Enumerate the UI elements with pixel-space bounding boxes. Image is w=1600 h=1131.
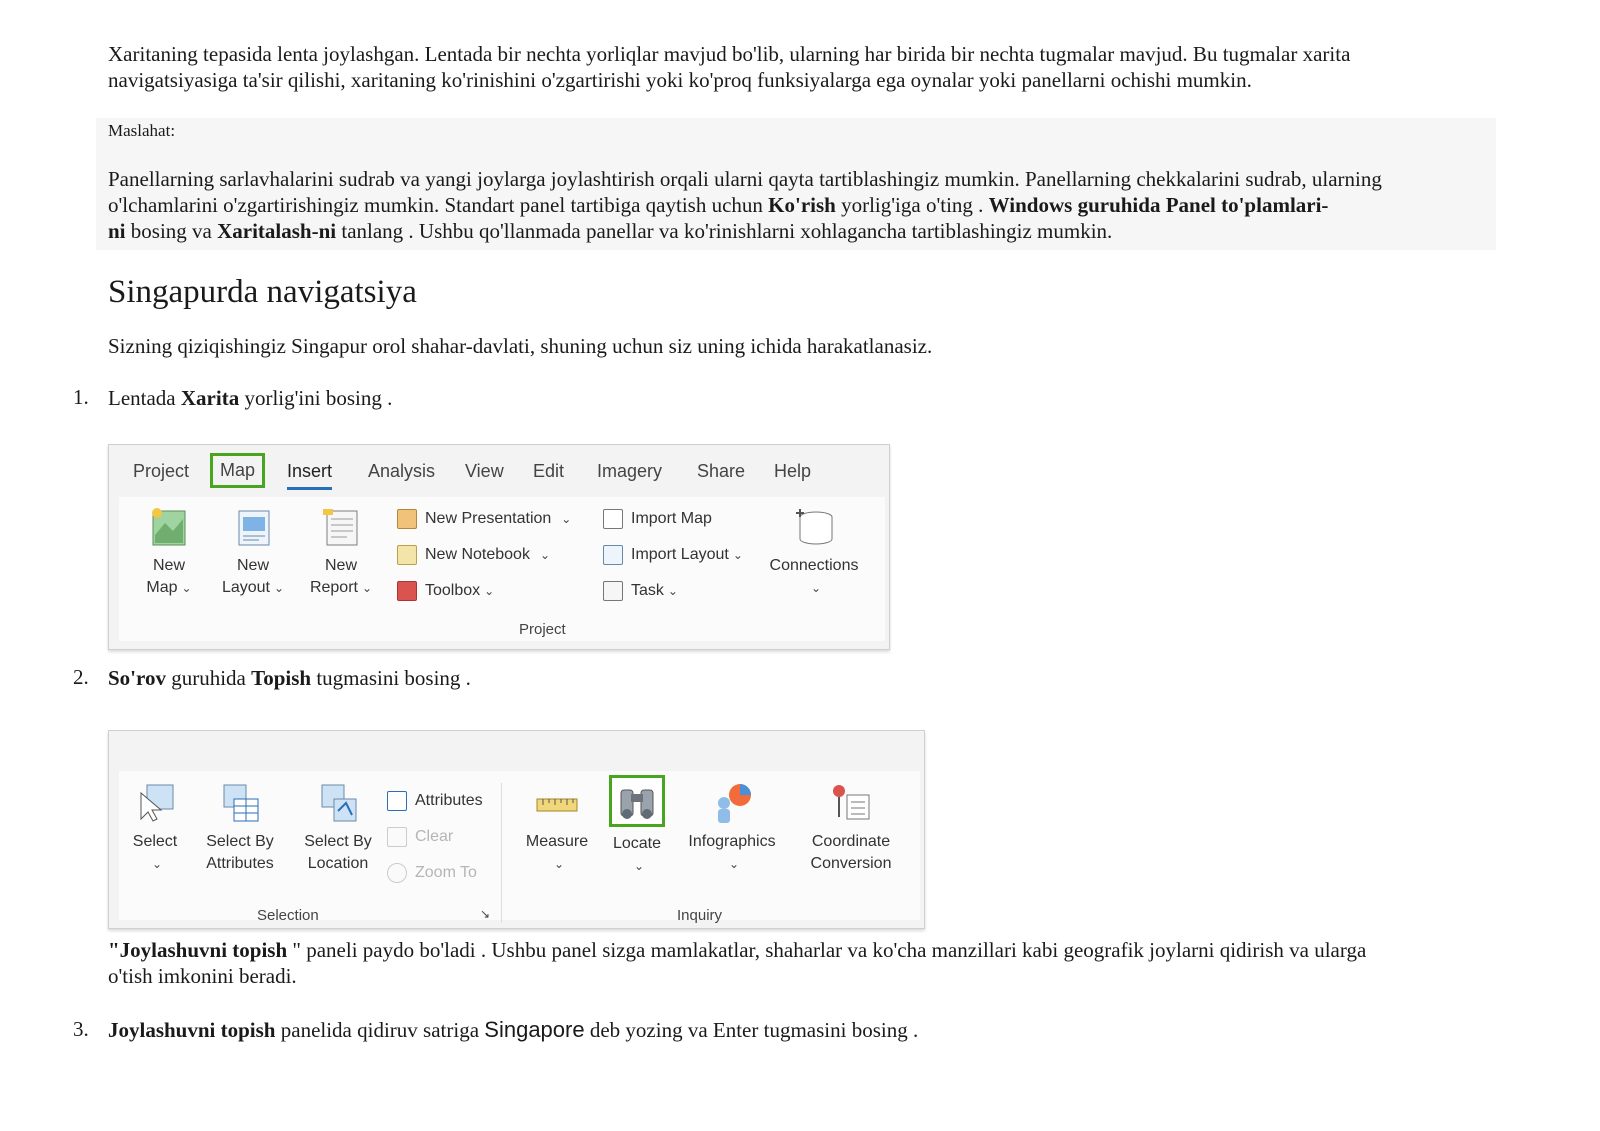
button-label: Task bbox=[631, 582, 664, 599]
new-notebook-button[interactable] bbox=[397, 545, 550, 565]
button-label: Select By bbox=[304, 833, 372, 850]
button-label: Report bbox=[309, 579, 358, 596]
button-label-row bbox=[303, 577, 379, 599]
button-label: Select bbox=[132, 833, 178, 850]
infographics-icon bbox=[710, 781, 754, 825]
button-label: Conversion bbox=[810, 855, 892, 872]
step2-text bbox=[108, 665, 471, 691]
chevron-down-icon: ⌄ bbox=[273, 581, 285, 595]
section-heading: Singapurda navigatsiya bbox=[108, 274, 417, 310]
button-label: Clear bbox=[415, 828, 454, 845]
import-map-icon bbox=[603, 509, 623, 529]
zoom-to-button[interactable] bbox=[387, 863, 477, 883]
tab-share[interactable]: Share bbox=[697, 461, 746, 481]
new-layout-button[interactable] bbox=[215, 505, 291, 599]
ribbon-panel bbox=[119, 497, 885, 641]
tip-bold-view: Ko'rish bbox=[768, 193, 836, 217]
new-report-button[interactable] bbox=[303, 505, 379, 599]
group-divider bbox=[501, 783, 502, 923]
ribbon-map-inquiry-screenshot bbox=[108, 730, 925, 929]
button-label: Location bbox=[307, 855, 369, 872]
import-layout-button[interactable] bbox=[603, 545, 743, 565]
button-label: Import Layout bbox=[631, 546, 729, 563]
tip-line-3 bbox=[108, 218, 1508, 244]
step-text-span: panelida qidiruv satriga bbox=[275, 1018, 485, 1042]
tab-insert[interactable]: Insert bbox=[287, 461, 333, 481]
task-button[interactable] bbox=[603, 581, 678, 601]
tab-analysis[interactable]: Analysis bbox=[368, 461, 436, 481]
tab-view[interactable]: View bbox=[465, 461, 504, 481]
new-map-button[interactable] bbox=[137, 505, 201, 599]
import-map-button[interactable] bbox=[603, 509, 712, 529]
step1-text bbox=[108, 385, 392, 411]
group-label-inquiry: Inquiry bbox=[677, 907, 723, 924]
select-button[interactable] bbox=[123, 781, 187, 875]
chevron-down-icon: ⌄ bbox=[151, 857, 163, 871]
tip-bold-ni: ni bbox=[108, 219, 126, 243]
dialog-launcher-icon[interactable]: ↘ bbox=[480, 907, 491, 921]
ribbon-panel bbox=[119, 771, 920, 924]
notebook-icon bbox=[397, 545, 417, 565]
intro2-paragraph: Sizning qiziqishingiz Singapur orol shahar-davlati, shuning uchun siz uning ichida harakatlanasiz. bbox=[108, 334, 933, 358]
clear-button[interactable] bbox=[387, 827, 453, 847]
tab-edit[interactable]: Edit bbox=[533, 461, 565, 481]
step-text-span: yorlig'ini bosing . bbox=[239, 386, 393, 410]
measure-button[interactable] bbox=[517, 781, 597, 875]
button-label: Locate bbox=[612, 835, 662, 852]
step-text-span: Lentada bbox=[108, 386, 181, 410]
select-by-location-button[interactable] bbox=[293, 781, 383, 875]
tab-imagery[interactable]: Imagery bbox=[597, 461, 663, 481]
new-presentation-button[interactable] bbox=[397, 509, 571, 529]
chevron-down-icon: ⌄ bbox=[732, 548, 743, 562]
button-label: Import Map bbox=[631, 510, 712, 527]
attributes-button[interactable] bbox=[387, 791, 483, 811]
import-layout-icon bbox=[603, 545, 623, 565]
chevron-down-icon: ⌄ bbox=[667, 584, 678, 598]
new-report-icon bbox=[319, 505, 363, 549]
button-label: Attributes bbox=[415, 792, 483, 809]
coordinate-conversion-icon bbox=[829, 781, 873, 825]
chevron-down-icon: ⌄ bbox=[181, 581, 192, 595]
ribbon-tabs bbox=[109, 445, 889, 497]
tip-text bbox=[108, 166, 1508, 244]
step-text-span: deb yozing va Enter tugmasini bosing . bbox=[584, 1018, 919, 1042]
tip-text-span: o'lchamlarini o'zgartirishingiz mumkin. Standart panel tartibiga qaytish uchun bbox=[108, 193, 769, 217]
button-label: Select By bbox=[206, 833, 274, 850]
chevron-down-icon: ⌄ bbox=[361, 581, 373, 595]
infographics-button[interactable] bbox=[677, 781, 787, 875]
button-label: Map bbox=[146, 579, 178, 596]
button-label: Measure bbox=[525, 833, 589, 850]
button-label: New Presentation bbox=[425, 510, 552, 527]
button-label: Coordinate bbox=[811, 833, 891, 850]
button-label: Layout bbox=[221, 579, 270, 596]
button-label-row bbox=[137, 577, 201, 599]
button-label: Infographics bbox=[688, 833, 776, 850]
chevron-down-icon: ⌄ bbox=[484, 584, 495, 598]
select-cursor-icon bbox=[133, 781, 177, 825]
step-bold: Topish bbox=[251, 666, 312, 690]
select-by-location-icon bbox=[316, 781, 360, 825]
search-term: Singapore bbox=[484, 1017, 585, 1042]
intro-line-2: navigatsiyasiga ta'sir qilishi, xaritaning ko'rinishini o'zgartirishi yoki ko'proq funksiyalarga ega oynalar yoki panellarni ochishi mumkin. bbox=[108, 68, 1252, 92]
desc-line-2: o'tish imkonini beradi. bbox=[108, 964, 297, 988]
ruler-icon bbox=[535, 781, 579, 825]
button-label: New bbox=[152, 557, 185, 574]
tab-project[interactable]: Project bbox=[133, 461, 190, 481]
select-by-attributes-button[interactable] bbox=[195, 781, 285, 875]
step-text-span: tugmasini bosing . bbox=[311, 666, 471, 690]
step3-text bbox=[108, 1017, 918, 1043]
button-label: Zoom To bbox=[415, 864, 477, 881]
step-number: 1. bbox=[73, 385, 89, 409]
tip-bold-windows: Windows guruhida Panel to'plamlari- bbox=[988, 193, 1329, 217]
coordinate-conversion-button[interactable] bbox=[799, 781, 903, 875]
connections-button[interactable] bbox=[759, 505, 869, 599]
tab-help[interactable]: Help bbox=[774, 461, 812, 481]
tip-line-1: Panellarning sarlavhalarini sudrab va yangi joylarga joylashtirish orqali ularni qayta tartiblashingiz mumkin. Panellarning chekkalarini sudrab, ularning bbox=[108, 167, 1382, 191]
step-number: 3. bbox=[73, 1017, 89, 1041]
clear-selection-icon bbox=[387, 827, 407, 847]
locate-pane-description bbox=[108, 937, 1500, 989]
step-text-span: guruhida bbox=[165, 666, 252, 690]
tip-text-span: bosing va bbox=[125, 219, 218, 243]
zoom-to-icon bbox=[387, 863, 407, 883]
button-label: Connections bbox=[769, 557, 859, 574]
chevron-down-icon: ⌄ bbox=[810, 581, 822, 595]
button-label: Toolbox bbox=[425, 582, 481, 599]
group-label-selection: Selection bbox=[257, 907, 319, 924]
toolbox-icon bbox=[397, 581, 417, 601]
intro-paragraph bbox=[108, 41, 1500, 93]
toolbox-button[interactable] bbox=[397, 581, 494, 601]
step-bold: "Joylashuvni topish bbox=[108, 938, 288, 962]
locate-button[interactable] bbox=[605, 781, 669, 877]
chevron-down-icon: ⌄ bbox=[728, 857, 740, 871]
desc-text-span: " paneli paydo bo'ladi . Ushbu panel sizga mamlakatlar, shaharlar va ko'cha manzillari kabi geografik joylarni qidirish va ularga bbox=[287, 938, 1367, 962]
button-label: New bbox=[236, 557, 269, 574]
tip-text-span: tanlang . Ushbu qo'llanmada panellar va ko'rinishlarni xohlagancha tartiblashingiz mumkin. bbox=[336, 219, 1113, 243]
binoculars-icon bbox=[609, 775, 665, 827]
tab-map[interactable]: Map bbox=[210, 453, 265, 488]
tip-text-span: yorlig'iga o'ting . bbox=[835, 193, 989, 217]
database-icon bbox=[792, 505, 836, 549]
presentation-icon bbox=[397, 509, 417, 529]
group-label-project: Project bbox=[519, 621, 566, 638]
task-icon bbox=[603, 581, 623, 601]
new-map-icon bbox=[147, 505, 191, 549]
tip-line-2 bbox=[108, 192, 1508, 218]
step-bold: So'rov bbox=[108, 666, 166, 690]
tip-label: Maslahat: bbox=[108, 121, 176, 140]
chevron-down-icon: ⌄ bbox=[633, 859, 645, 873]
chevron-down-icon: ⌄ bbox=[553, 857, 565, 871]
button-label: New Notebook bbox=[425, 546, 530, 563]
attributes-table-icon bbox=[387, 791, 407, 811]
button-label: New bbox=[324, 557, 357, 574]
select-by-attributes-icon bbox=[218, 781, 262, 825]
chevron-down-icon: ⌄ bbox=[539, 548, 551, 562]
intro-line-1: Xaritaning tepasida lenta joylashgan. Lentada bir nechta yorliqlar mavjud bo'lib, ularning har birida bir nechta tugmalar mavjud. Bu tugmalar xarita bbox=[108, 42, 1351, 66]
step-bold: Joylashuvni topish bbox=[108, 1018, 276, 1042]
chevron-down-icon: ⌄ bbox=[561, 512, 572, 526]
desc-line-1 bbox=[108, 937, 1500, 963]
button-label: Attributes bbox=[206, 855, 274, 872]
step-number: 2. bbox=[73, 665, 89, 689]
step-bold: Xarita bbox=[180, 386, 240, 410]
ribbon-map-tab-screenshot bbox=[108, 444, 890, 650]
tip-bold-mapping: Xaritalash-ni bbox=[217, 219, 337, 243]
new-layout-icon bbox=[231, 505, 275, 549]
button-label-row bbox=[215, 577, 291, 599]
